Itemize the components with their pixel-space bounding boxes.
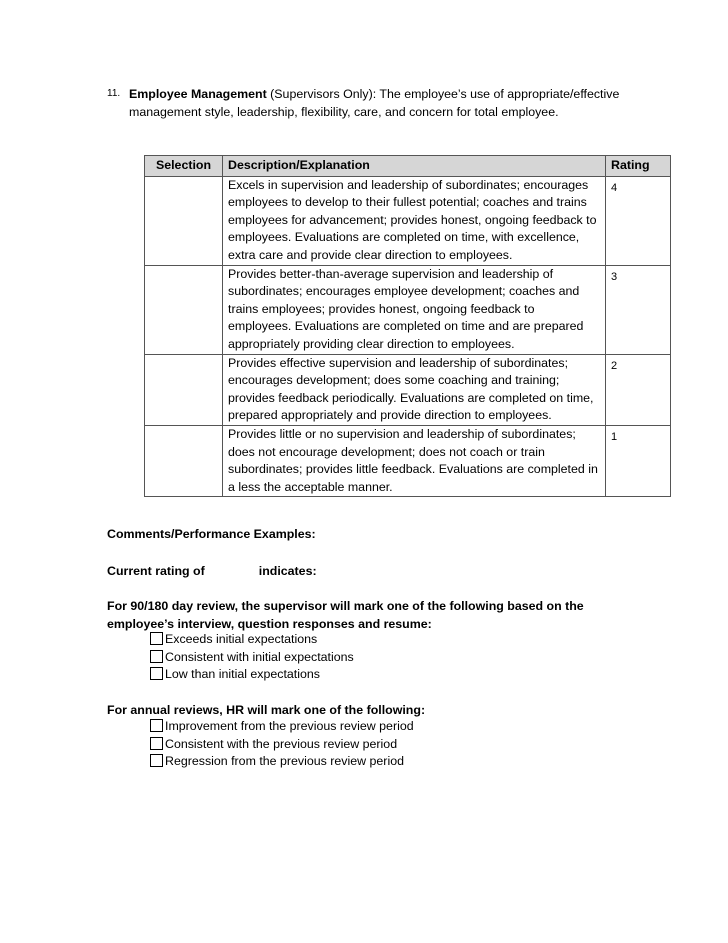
selection-cell[interactable] [145,354,223,425]
rating-cell: 3 [606,265,671,354]
checkbox-label: Exceeds initial expectations [165,632,318,646]
rating-cell: 2 [606,354,671,425]
checkbox-label: Regression from the previous review period [165,754,404,768]
checkbox-option[interactable] [150,718,414,735]
section-employee-management [107,85,627,121]
description-cell: Provides better-than-average supervision and leadership of subordinates; encourages employee development; coaches and trains employees; provides honest, ongoing feedback to employees. Evaluations are completed on time and are prepared appropriately providing clear direction to employees. [223,265,606,354]
section-title: Employee Management [129,87,267,101]
checkbox-icon[interactable] [150,754,163,767]
table-row [145,265,671,354]
table-header-row [145,156,671,177]
checkbox-option[interactable] [150,736,397,753]
selection-cell[interactable] [145,176,223,265]
header-rating: Rating [606,156,671,177]
table-row [145,176,671,265]
checkbox-option[interactable] [150,649,354,666]
checkbox-label: Consistent with initial expectations [165,650,354,664]
header-selection: Selection [145,156,223,177]
checkbox-icon[interactable] [150,737,163,750]
checkbox-option[interactable] [150,666,320,683]
description-cell: Provides effective supervision and leadership of subordinates; encourages development; does some coaching and training; provides feedback periodically. Evaluations are completed on time, prepared appropriately and provide direction to employees. [223,354,606,425]
selection-cell[interactable] [145,265,223,354]
section-number: 11. [107,88,121,99]
description-cell: Excels in supervision and leadership of subordinates; encourages employees to develop to their fullest potential; coaches and trains employees for advancement; provides honest, ongoing feedback to employees. Evaluations are completed on time, with excellence, extra care and provide clear direction to employees. [223,176,606,265]
current-rating-line [107,562,317,580]
section-text [129,85,627,121]
review-90-180-heading: For 90/180 day review, the supervisor will mark one of the following based on the employee’s interview, question responses and resume: [107,599,584,631]
checkbox-icon[interactable] [150,650,163,663]
rating-table [144,155,671,497]
selection-cell[interactable] [145,425,223,496]
checkbox-label: Improvement from the previous review period [165,719,414,733]
header-description: Description/Explanation [223,156,606,177]
checkbox-label: Low than initial expectations [165,667,320,681]
checkbox-label: Consistent with the previous review period [165,737,398,751]
checkbox-icon[interactable] [150,667,163,680]
checkbox-icon[interactable] [150,632,163,645]
description-cell: Provides little or no supervision and leadership of subordinates; does not encourage development; does not coach or train subordinates; provides little feedback. Evaluations are completed in a less the acceptable manner. [223,425,606,496]
checkbox-icon[interactable] [150,719,163,732]
table-row [145,354,671,425]
current-rating-suffix: indicates: [258,564,317,578]
table-row [145,425,671,496]
current-rating-prefix: Current rating of [107,564,205,578]
rating-cell: 4 [606,176,671,265]
comments-label: Comments/Performance Examples: [107,527,316,541]
checkbox-option[interactable] [150,753,404,770]
checkbox-option[interactable] [150,631,317,648]
rating-cell: 1 [606,425,671,496]
annual-review-heading: For annual reviews, HR will mark one of the following: [107,703,426,717]
section-intro: (Supervisors Only): The employee’s use of appropriate/effective management style, leadership, flexibility, care, and concern for total employee. [129,87,620,119]
